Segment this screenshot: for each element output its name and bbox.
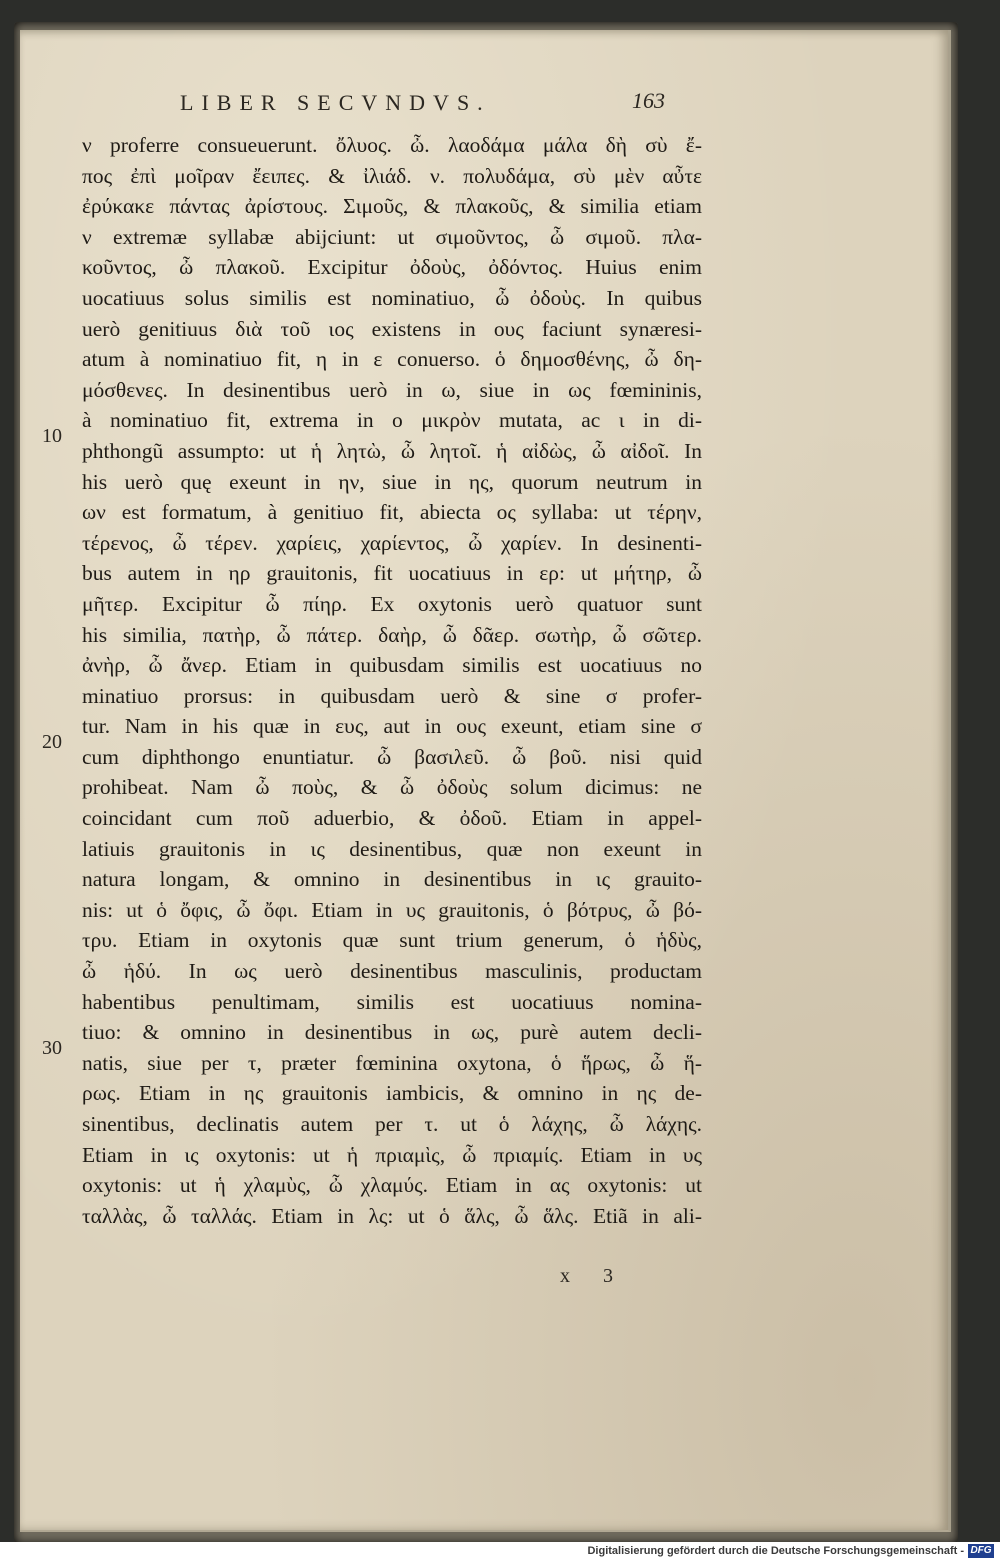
- text-line: τρυ. Etiam in oxytonis quæ sunt trium generum, ὁ ἡδὺς,: [82, 928, 702, 953]
- text-line: atum à nominatiuo fit, η in ε conuerso. ὁ δημοσθένης, ὦ δη-: [82, 347, 702, 372]
- text-line: natis, siue per τ, præter fœminina oxytona, ὁ ἥρως, ὦ ἥ-: [82, 1050, 702, 1075]
- text-line: his similia, πατὴρ, ὦ πάτερ. δαὴρ, ὦ δᾶερ. σωτὴρ, ὦ σῶτερ.: [82, 622, 702, 647]
- text-line: prohibeat. Nam ὦ ποὺς, & ὦ ὀδοὺς solum dicimus: ne: [82, 775, 702, 800]
- signature-mark: x 3: [560, 1265, 627, 1287]
- margin-line-number-20: 20: [42, 731, 62, 753]
- text-line: ν extremæ syllabæ abijciunt: ut σιμοῦντος, ὦ σιμοῦ. πλα-: [82, 224, 702, 249]
- text-line: coincidant cum ποῦ aduerbio, & ὀδοῦ. Etiam in appel-: [82, 806, 702, 831]
- text-line: sinentibus, declinatis autem per τ. ut ὁ λάχης, ὦ λάχης.: [82, 1112, 702, 1136]
- text-line: his uerò quę exeunt in ην, siue in ης, quorum neutrum in: [82, 469, 702, 494]
- text-line: minatiuo prorsus: in quibusdam uerò & sine σ profer-: [82, 683, 702, 708]
- page-number: 163: [632, 88, 665, 113]
- body-text: [82, 130, 702, 1231]
- text-line: oxytonis: ut ἡ χλαμὺς, ὦ χλαμύς. Etiam in ας oxytonis: ut: [82, 1173, 702, 1198]
- text-line: tur. Nam in his quæ in ευς, aut in ους exeunt, etiam sine σ: [82, 714, 702, 739]
- text-line: tiuo: & omnino in desinentibus in ως, purè autem decli-: [82, 1020, 702, 1045]
- text-line: cum diphthongo enuntiatur. ὦ βασιλεῦ. ὦ βοῦ. nisi quid: [82, 744, 702, 769]
- text-line: ρως. Etiam in ης grauitonis iambicis, & omnino in ης de-: [82, 1081, 702, 1106]
- text-line: ὦ ἡδύ. In ως uerò desinentibus masculinis, productam: [82, 959, 702, 984]
- margin-line-number-30: 30: [42, 1037, 62, 1059]
- text-line: nis: ut ὁ ὄφις, ὦ ὄφι. Etiam in υς grauitonis, ὁ βότρυς, ὦ βό-: [82, 897, 702, 922]
- text-line: ων est formatum, à genitiuo fit, abiecta ος syllaba: ut τέρην,: [82, 500, 702, 525]
- text-line: uocatiuus solus similis est nominatiuo, ὦ ὀδοὺς. In quibus: [82, 285, 702, 310]
- text-line: μῆτερ. Excipitur ὦ πίηρ. Ex oxytonis uerò quatuor sunt: [82, 591, 702, 616]
- text-line: πος ἐπὶ μοῖραν ἔειπες. & ἰλιάδ. ν. πολυδάμα, σὺ μὲν αὖτε: [82, 163, 702, 188]
- text-line: uerò genitiuus διὰ τοῦ ιος existens in ους faciunt synæresi-: [82, 316, 702, 341]
- text-line: latiuis grauitonis in ις desinentibus, quæ non exeunt in: [82, 836, 702, 861]
- dfg-logo: DFG: [968, 1544, 994, 1558]
- funding-credit: Digitalisierung gefördert durch die Deutsche Forschungsgemeinschaft -: [587, 1545, 964, 1557]
- book-page: [20, 30, 951, 1532]
- text-line: ἀνὴρ, ὦ ἄνερ. Etiam in quibusdam similis est uocatiuus no: [82, 653, 702, 678]
- text-line: μόσθενες. In desinentibus uerò in ω, siue in ως fœmininis,: [82, 377, 702, 402]
- text-line: Etiam in ις oxytonis: ut ἡ πριαμὶς, ὦ πριαμίς. Etiam in υς: [82, 1142, 702, 1167]
- text-line: habentibus penultimam, similis est uocatiuus nomina-: [82, 989, 702, 1014]
- text-line: τέρενος, ὦ τέρεν. χαρίεις, χαρίεντος, ὦ χαρίεν. In desinenti-: [82, 530, 702, 555]
- margin-line-number-10: 10: [42, 425, 62, 447]
- text-line: ν proferre consueuerunt. ὄλυος. ὦ. λαοδάμα μάλα δὴ σὺ ἔ-: [82, 133, 702, 157]
- text-line: ἐρύκακε πάντας ἀρίστους. Σιμοῦς, & πλακοῦς, & similia etiam: [82, 194, 702, 219]
- text-line: ταλλὰς, ὦ ταλλάς. Etiam in λς: ut ὁ ἅλς, ὦ ἅλς. Etiã in ali-: [82, 1203, 702, 1228]
- text-line: phthongũ assumpto: ut ἡ λητὼ, ὦ λητοῖ. ἡ αἰδὼς, ὦ αἰδοῖ. In: [82, 438, 702, 463]
- running-head: LIBER SECVNDVS.: [180, 90, 491, 115]
- text-line: à nominatiuo fit, extrema in ο μικρὸν mutata, ac ι in di-: [82, 408, 702, 433]
- text-line: bus autem in ηρ grauitonis, fit uocatiuus in ερ: ut μήτηρ, ὦ: [82, 561, 702, 586]
- text-line: natura longam, & omnino in desinentibus in ις grauito-: [82, 867, 702, 892]
- text-line: κοῦντος, ὦ πλακοῦ. Excipitur ὀδοὺς, ὀδόντος. Huius enim: [82, 255, 702, 280]
